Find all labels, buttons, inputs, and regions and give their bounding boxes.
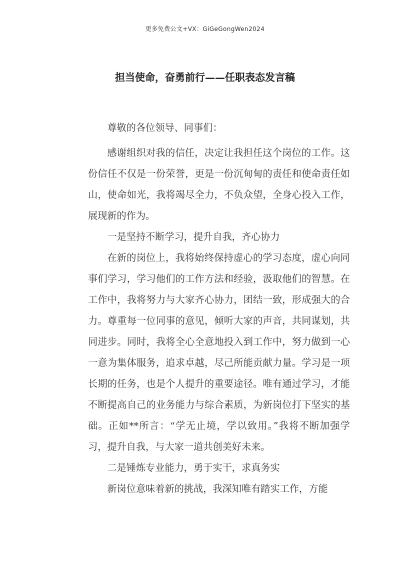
document-body	[88, 118, 350, 500]
paragraph-2: 在新的岗位上，我将始终保持虚心的学习态度，虚心向同事们学习，学习他们的工作方法和经验，汲取他们的智慧。在工作中，我将努力与大家齐心协力，团结一致，形成强大的合力。尊重每一位同事的意见，倾听大家的声音，共同谋划，共同进步。同时，我将全心全意地投入到工作中，努力做到一心一意为集体服务，追求卓越，尽己所能贡献力量。学习是一项长期的任务，也是个人提升的重要途径。唯有通过学习，才能不断提高自己的业务能力与综合素质，为新岗位打下坚实的基础。正如**所言：“学无止境，学以致用。”我将不断加强学习，提升自我，与大家一道共创美好未来。	[88, 253, 350, 453]
header-note: 更多免费公文+VX：GiGeGongWen2024	[145, 26, 265, 33]
greeting: 尊敬的各位领导、同事们：	[107, 123, 223, 134]
paragraph-3: 新岗位意味着新的挑战，我深知唯有踏实工作，方能	[107, 484, 328, 495]
section-heading-2: 二是锤炼专业能力，勇于实干，求真务实	[107, 463, 280, 474]
document-title: 担当使命，奋勇前行——任职表态发言稿	[115, 73, 295, 84]
section-heading-1: 一是坚持不断学习，提升自我，齐心协力	[107, 232, 280, 243]
paragraph-1: 感谢组织对我的信任，决定让我担任这个岗位的工作。这份信任不仅是一份荣誉，更是一份沉甸甸的责任和使命责任如山，使命如光，我将竭尽全力，不负众望，全身心投入工作，展现新的作为。	[88, 148, 350, 222]
